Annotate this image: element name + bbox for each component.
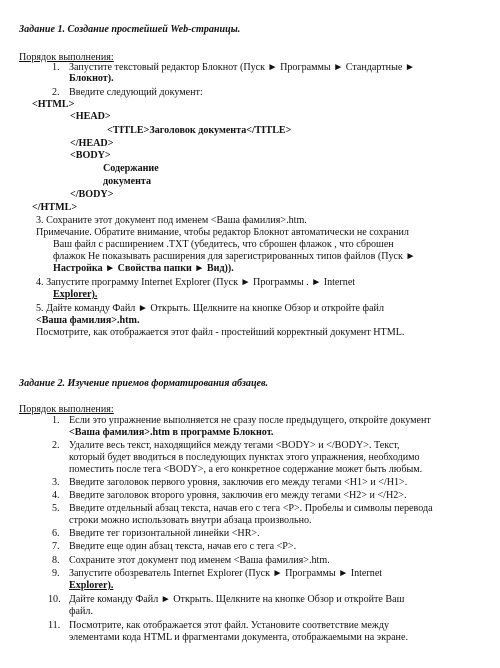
step-number: 8. [52,555,60,566]
step-text: Запустите обозреватель Internet Explorer (Пуск ► Программы ► Internet [69,568,383,579]
step-number: 4. [52,490,60,501]
task1-title: Задание 1. Создание простейшей Web-страницы. [19,24,241,35]
step-number: 3. [52,477,60,488]
code-line: </HEAD> [70,138,114,149]
task1-procedure-label: Порядок выполнения: [19,52,114,63]
code-line: <TITLE>Заголовок документа</TITLE> [107,125,292,136]
task2-title: Задание 2. Изучение приемов форматирования абзацев. [19,378,269,389]
step-number: 11. [48,620,61,631]
task1-step1-text-cont: Блокнот). [69,73,114,84]
step-text: Дайте команду Файл ► Открыть. Щелкните на кнопке Обзор и откройте Ваш [69,594,405,605]
task1-step5: 5. Дайте команду Файл ► Открыть. Щелкните на кнопке Обзор и откройте файл [36,303,384,314]
task1-note-cont: флажок Не показывать расширения для зарегистрированных типов файлов (Пуск ► [53,251,416,262]
step-number: 7. [52,541,60,552]
task1-note-cont: Ваш файл с расширением .TXT (убедитесь, что сброшен флажок , что сброшен [53,239,394,250]
step-text: Введите тег горизонтальной линейки <HR>. [69,528,260,539]
step-text: который будет вводиться в последующих пунктах этого упражнения, необходимо [69,452,420,463]
step-text: строки можно использовать внутри абзаца произвольно. [69,515,312,526]
step-text: файл. [69,606,93,617]
step-number: 5. [52,503,60,514]
step-number: 6. [52,528,60,539]
code-line: <BODY> [70,150,111,161]
step-text: Введите отдельный абзац текста, начав его с тега <P>. Пробелы и символы перевода [69,503,433,514]
task1-step5-cont: <Ваша фамилия>.htm. [36,315,140,326]
step-number: 10. [48,594,61,605]
step-text: Введите заголовок первого уровня, заключив его между тегами <H1> и </H1>. [69,477,408,488]
step-number: 9. [52,568,60,579]
step-number: 2. [52,440,60,451]
task1-step4-cont: Explorer). [53,289,98,300]
task1-step1-text: Запустите текстовый редактор Блокнот (Пуск ► Программы ► Стандартные ► [69,62,415,73]
code-line: документа [103,176,152,187]
step-text: Введите еще один абзац текста, начав его с тега <P>. [69,541,297,552]
step-number: 1. [52,415,60,426]
step-text: Explorer). [69,580,114,591]
step-text: элементами кода HTML и фрагментами документа, отображаемыми на экране. [69,632,408,643]
step-text: <Ваша фамилия>.htm в программе Блокнот. [69,427,274,438]
task1-step5-summary: Посмотрите, как отображается этот файл - простейший корректный документ HTML. [36,327,405,338]
task2-procedure-label: Порядок выполнения: [19,404,114,415]
code-line: <HEAD> [70,111,111,122]
step-text: Удалите весь текст, находящийся между тегами <BODY> и </BODY>. Текст, [69,440,400,451]
step-text: поместить после тега <BODY>, а его конкретное содержание может быть любым. [69,464,423,475]
task1-step4: 4. Запустите программу Internet Explorer (Пуск ► Программы . ► Internet [36,277,356,288]
task1-step3: 3. Сохраните этот документ под именем <Ваша фамилия>.htm. [36,215,307,226]
code-line: </BODY> [70,189,114,200]
task1-step2-text: Введите следующий документ: [69,87,203,98]
step-text: Сохраните этот документ под именем <Ваша фамилия>.htm. [69,555,330,566]
step-text: Посмотрите, как отображается этот файл. Установите соответствие между [69,620,390,631]
step-text: Введите заголовок второго уровня, заключив его между тегами <H2> и </H2>. [69,490,407,501]
step-text: Если это упражнение выполняется не сразу после предыдущего, откройте документ [69,415,431,426]
task1-note-cont: Настройка ► Свойства папки ► Вид)). [53,263,234,274]
code-line: </HTML> [32,202,78,213]
task1-note: Примечание. Обратите внимание, чтобы редактор Блокнот автоматически не сохранил [36,227,409,238]
task1-step2-number: 2. [52,87,60,98]
code-line: <HTML> [32,99,75,110]
task1-step1-number: 1. [52,62,60,73]
code-line: Содержание [103,163,159,174]
